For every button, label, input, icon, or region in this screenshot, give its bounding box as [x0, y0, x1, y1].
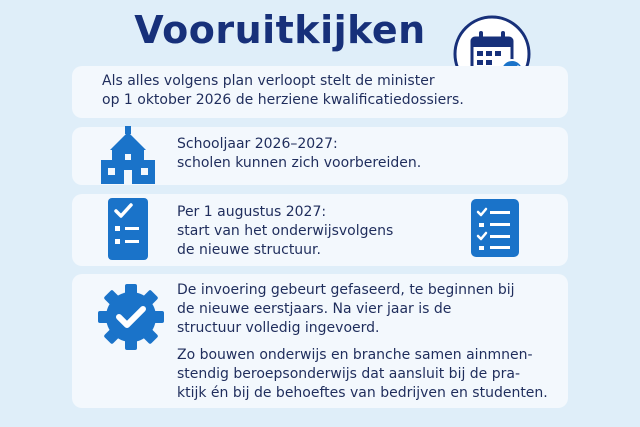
gear-check-icon [96, 282, 166, 352]
school-year-text: Schooljaar 2026–2027: scholen kunnen zich voorbereiden. [177, 136, 422, 171]
clipboard-check-icon [106, 196, 150, 262]
checklist-icon [470, 198, 520, 258]
closing-text: Zo bouwen onderwijs en branche samen ainmnen- stendig beroepsonderwijs dat aansluit bij de pra- ktijk én bij de behoeftes van bedrijven en studenten. [177, 347, 548, 401]
intro-text: Als alles volgens plan verloopt stelt de minister op 1 oktober 2026 de herziene kwalificatiedossiers. [102, 73, 464, 108]
start-text: Per 1 augustus 2027: start van het onderwijsvolgens de nieuwe structuur. [177, 204, 394, 258]
school-building-icon [98, 124, 158, 186]
page-title: Vooruitkijken [134, 8, 426, 52]
rollout-text: De invoering gebeurt gefaseerd, te beginnen bij de nieuwe eerstjaars. Na vier jaar is de structuur volledig ingevoerd. [177, 282, 515, 336]
